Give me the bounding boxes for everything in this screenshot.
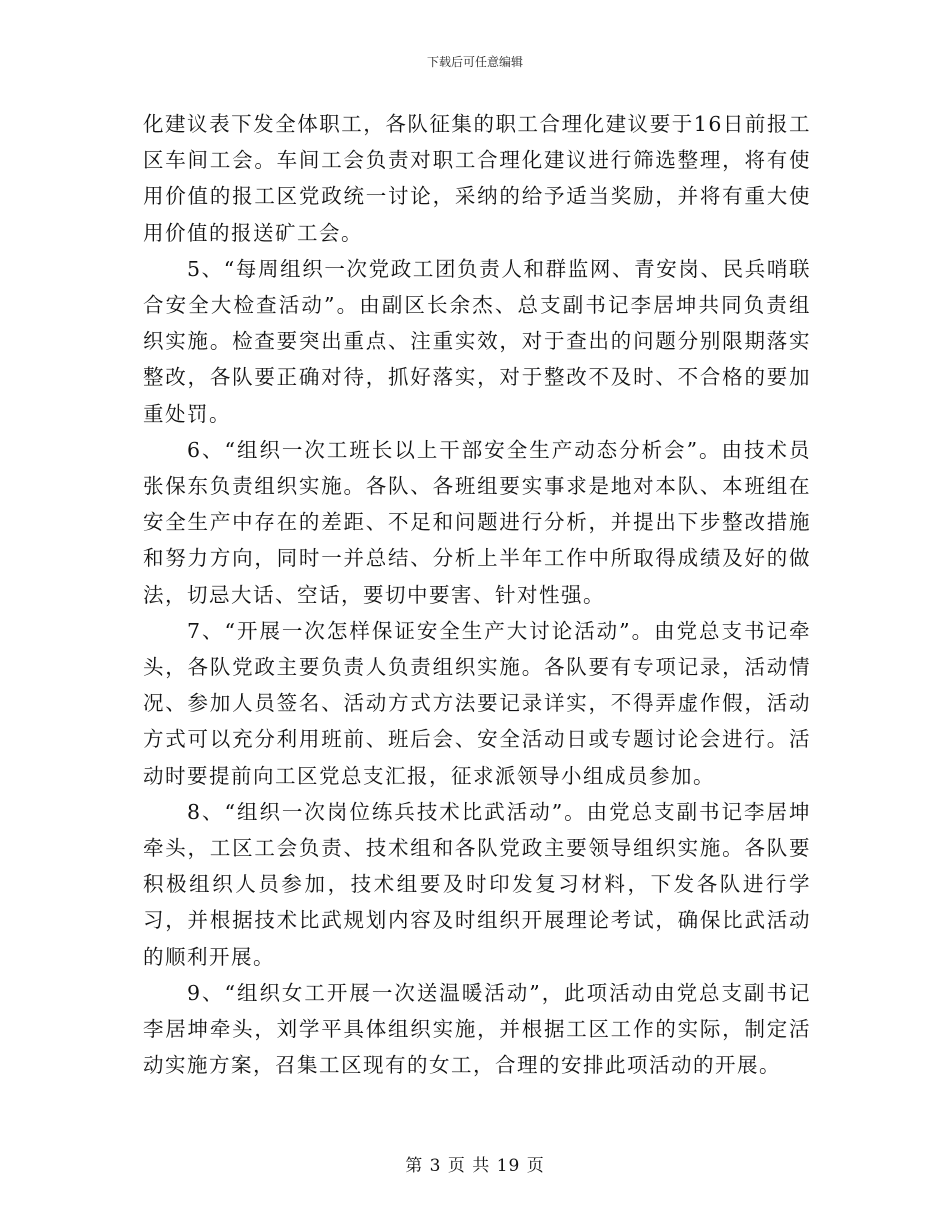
paragraph-item-8: 8、“组织一次岗位练兵技术比武活动”。由党总支副书记李居坤牵头，工区工会负责、技术组和各队党政主要领导组织实施。各队要积极组织人员参加，技术组要及时印发复习材料，下发各队进行学习，并根据技术比武规划内容及时组织开展理论考试，确保比武活动的顺利开展。: [143, 799, 811, 969]
page-header: 下载后可任意编辑: [426, 55, 523, 69]
page-number-footer: 第 3 页 共 19 页: [405, 1156, 545, 1176]
paragraph-continuation: 化建议表下发全体职工，各队征集的职工合理化建议要于16日前报工区车间工会。车间工会负责对职工合理化建议进行筛选整理，将有使用价值的报工区党政统一讨论，采纳的给予适当奖励，并将有重大使用价值的报送矿工会。: [143, 112, 811, 245]
document-body: [143, 106, 811, 1083]
paragraph-item-9: 9、“组织女工开展一次送温暖活动”，此项活动由党总支副书记李居坤牵头，刘学平具体组织实施，并根据工区工作的实际，制定活动实施方案，召集工区现有的女工，合理的安排此项活动的开展。: [143, 980, 811, 1078]
paragraph-item-5: 5、“每周组织一次党政工团负责人和群监网、青安岗、民兵哨联合安全大检查活动”。由副区长余杰、总支副书记李居坤共同负责组织实施。检查要突出重点、注重实效，对于查出的问题分别限期落实整改，各队要正确对待，抓好落实，对于整改不及时、不合格的要加重处罚。: [143, 256, 811, 426]
paragraph-item-7: 7、“开展一次怎样保证安全生产大讨论活动”。由党总支书记牵头，各队党政主要负责人负责组织实施。各队要有专项记录，活动情况、参加人员签名、活动方式方法要记录详实，不得弄虚作假，活动方式可以充分利用班前、班后会、安全活动日或专题讨论会进行。活动时要提前向工区党总支汇报，征求派领导小组成员参加。: [143, 618, 811, 788]
paragraph-item-6: 6、“组织一次工班长以上干部安全生产动态分析会”。由技术员张保东负责组织实施。各队、各班组要实事求是地对本队、本班组在安全生产中存在的差距、不足和问题进行分析，并提出下步整改措施和努力方向，同时一并总结、分析上半年工作中所取得成绩及好的做法，切忌大话、空话，要切中要害、针对性强。: [143, 437, 811, 607]
